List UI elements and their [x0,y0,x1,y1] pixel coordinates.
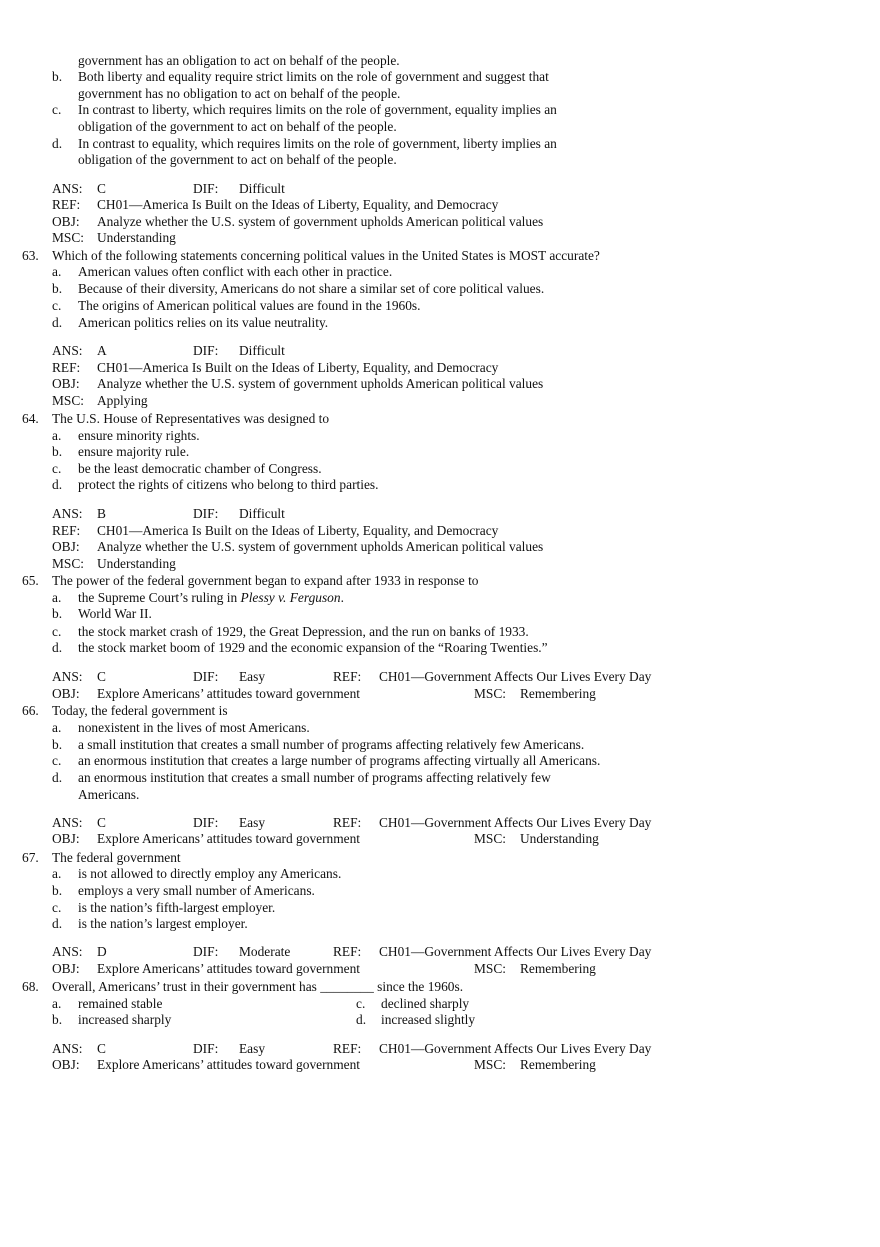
option-text: protect the rights of citizens who belong to third parties. [78,477,379,492]
msc-value: Remembering [520,961,596,976]
option-text: In contrast to liberty, which requires limits on the role of government, equality implies an [78,102,557,117]
msc-value: Applying [97,393,148,408]
msc-label: MSC: [474,831,507,846]
case-name: Plessy v. Ferguson [240,590,341,605]
option-letter: d. [52,916,63,931]
ref-label: REF: [333,669,362,684]
question-number: 66. [22,703,39,718]
option-text: government has no obligation to act on behalf of the people. [78,86,401,101]
option-letter: d. [52,640,63,655]
ref-value: CH01—America Is Built on the Ideas of Liberty, Equality, and Democracy [97,197,499,212]
option-a-continuation: government has an obligation to act on behalf of the people. [78,53,400,68]
ans-label: ANS: [52,506,83,521]
option-letter: b. [52,281,63,296]
option-letter: c. [52,102,62,117]
obj-value: Explore Americans’ attitudes toward government [97,1057,361,1072]
option-text: an enormous institution that creates a large number of programs affecting virtually all Americans. [78,753,601,768]
msc-label: MSC: [474,686,507,701]
ref-label: REF: [52,197,81,212]
option-letter: b. [52,606,63,621]
option-letter: b. [52,444,63,459]
option-text: American politics relies on its value neutrality. [78,315,329,330]
msc-value: Remembering [520,1057,596,1072]
obj-value: Explore Americans’ attitudes toward government [97,961,361,976]
option-text: The origins of American political values are found in the 1960s. [78,298,421,313]
option-text: ensure minority rights. [78,428,200,443]
option-text: Because of their diversity, Americans do not share a similar set of core political values. [78,281,545,296]
ans-label: ANS: [52,181,83,196]
option-text: is the nation’s largest employer. [78,916,248,931]
option-letter: c. [356,996,366,1011]
ref-value: CH01—Government Affects Our Lives Every Day [379,669,652,684]
option-text: In contrast to equality, which requires limits on the role of government, liberty implies an [78,136,557,151]
question-number: 67. [22,850,39,865]
option-letter: d. [52,136,63,151]
ref-value: CH01—America Is Built on the Ideas of Liberty, Equality, and Democracy [97,523,499,538]
option-text: nonexistent in the lives of most Americans. [78,720,310,735]
ans-label: ANS: [52,815,83,830]
option-text: is the nation’s fifth-largest employer. [78,900,276,915]
option-text: American values often conflict with each other in practice. [78,264,393,279]
ref-label: REF: [52,523,81,538]
ans-value: C [97,1041,106,1056]
option-letter: a. [52,428,62,443]
option-letter: a. [52,264,62,279]
dif-label: DIF: [193,506,219,521]
dif-label: DIF: [193,343,219,358]
option-letter: c. [52,753,62,768]
obj-value: Analyze whether the U.S. system of government upholds American political values [97,214,544,229]
dif-label: DIF: [193,1041,219,1056]
question-number: 64. [22,411,39,426]
dif-value: Easy [239,1041,266,1056]
option-letter: c. [52,624,62,639]
ans-value: C [97,815,106,830]
obj-label: OBJ: [52,214,80,229]
obj-value: Explore Americans’ attitudes toward government [97,686,361,701]
msc-label: MSC: [52,230,85,245]
ref-label: REF: [333,944,362,959]
option-letter: d. [52,315,63,330]
option-text-pre: the Supreme Court’s ruling in [78,590,241,605]
obj-value: Explore Americans’ attitudes toward government [97,831,361,846]
question-stem: Overall, Americans’ trust in their government has ________ since the 1960s. [52,979,464,994]
dif-label: DIF: [193,815,219,830]
question-number: 65. [22,573,39,588]
dif-value: Difficult [239,343,285,358]
question-stem: The power of the federal government began to expand after 1933 in response to [52,573,479,588]
obj-label: OBJ: [52,539,80,554]
option-letter: d. [52,770,63,785]
msc-label: MSC: [474,961,507,976]
option-text: be the least democratic chamber of Congress. [78,461,322,476]
option-letter: b. [52,737,63,752]
option-letter: a. [52,590,62,605]
option-text: remained stable [78,996,163,1011]
obj-label: OBJ: [52,376,80,391]
obj-value: Analyze whether the U.S. system of government upholds American political values [97,539,544,554]
option-letter: b. [52,69,63,84]
question-stem: The U.S. House of Representatives was designed to [52,411,330,426]
option-letter: d. [356,1012,367,1027]
dif-label: DIF: [193,181,219,196]
option-text: obligation of the government to act on behalf of the people. [78,152,397,167]
option-letter: a. [52,720,62,735]
obj-value: Analyze whether the U.S. system of government upholds American political values [97,376,544,391]
dif-value: Moderate [239,944,291,959]
option-text: is not allowed to directly employ any Americans. [78,866,342,881]
question-stem: Which of the following statements concerning political values in the United States is MOST accurate? [52,248,600,263]
ans-value: C [97,669,106,684]
option-text: declined sharply [381,996,470,1011]
ans-label: ANS: [52,1041,83,1056]
msc-label: MSC: [52,556,85,571]
obj-label: OBJ: [52,686,80,701]
option-letter: c. [52,900,62,915]
ans-label: ANS: [52,944,83,959]
option-letter: a. [52,866,62,881]
ans-value: A [97,343,107,358]
question-number: 63. [22,248,39,263]
option-text: the stock market crash of 1929, the Great Depression, and the run on banks of 1933. [78,624,529,639]
dif-label: DIF: [193,944,219,959]
ans-value: D [97,944,107,959]
ref-value: CH01—Government Affects Our Lives Every Day [379,944,652,959]
ref-value: CH01—America Is Built on the Ideas of Liberty, Equality, and Democracy [97,360,499,375]
ref-label: REF: [52,360,81,375]
msc-value: Remembering [520,686,596,701]
option-text: increased slightly [381,1012,476,1027]
option-letter: c. [52,298,62,313]
obj-label: OBJ: [52,1057,80,1072]
option-text: a small institution that creates a small number of programs affecting relatively few Americans. [78,737,585,752]
option-text: employs a very small number of Americans. [78,883,315,898]
ans-label: ANS: [52,343,83,358]
msc-value: Understanding [97,230,176,245]
msc-label: MSC: [52,393,85,408]
option-text: increased sharply [78,1012,172,1027]
ans-value: B [97,506,106,521]
option-text: World War II. [78,606,152,621]
option-letter: c. [52,461,62,476]
ref-label: REF: [333,815,362,830]
option-text: ensure majority rule. [78,444,190,459]
option-letter: b. [52,1012,63,1027]
ref-value: CH01—Government Affects Our Lives Every Day [379,1041,652,1056]
ans-label: ANS: [52,669,83,684]
option-text: the stock market boom of 1929 and the economic expansion of the “Roaring Twenties.” [78,640,548,655]
question-number: 68. [22,979,39,994]
option-letter: a. [52,996,62,1011]
dif-value: Difficult [239,506,285,521]
option-text: Both liberty and equality require strict limits on the role of government and suggest that [78,69,549,84]
obj-label: OBJ: [52,831,80,846]
ans-value: C [97,181,106,196]
obj-label: OBJ: [52,961,80,976]
option-text [78,590,344,606]
msc-value: Understanding [97,556,176,571]
dif-value: Easy [239,669,266,684]
option-text: an enormous institution that creates a small number of programs affecting relatively few [78,770,551,785]
option-letter: b. [52,883,63,898]
msc-label: MSC: [474,1057,507,1072]
option-text-post: . [340,590,344,605]
dif-value: Easy [239,815,266,830]
ref-value: CH01—Government Affects Our Lives Every Day [379,815,652,830]
ref-label: REF: [333,1041,362,1056]
dif-value: Difficult [239,181,285,196]
option-text: Americans. [78,787,140,802]
option-text: obligation of the government to act on behalf of the people. [78,119,397,134]
option-letter: d. [52,477,63,492]
dif-label: DIF: [193,669,219,684]
question-stem: The federal government [52,850,181,865]
msc-value: Understanding [520,831,599,846]
question-stem: Today, the federal government is [52,703,228,718]
